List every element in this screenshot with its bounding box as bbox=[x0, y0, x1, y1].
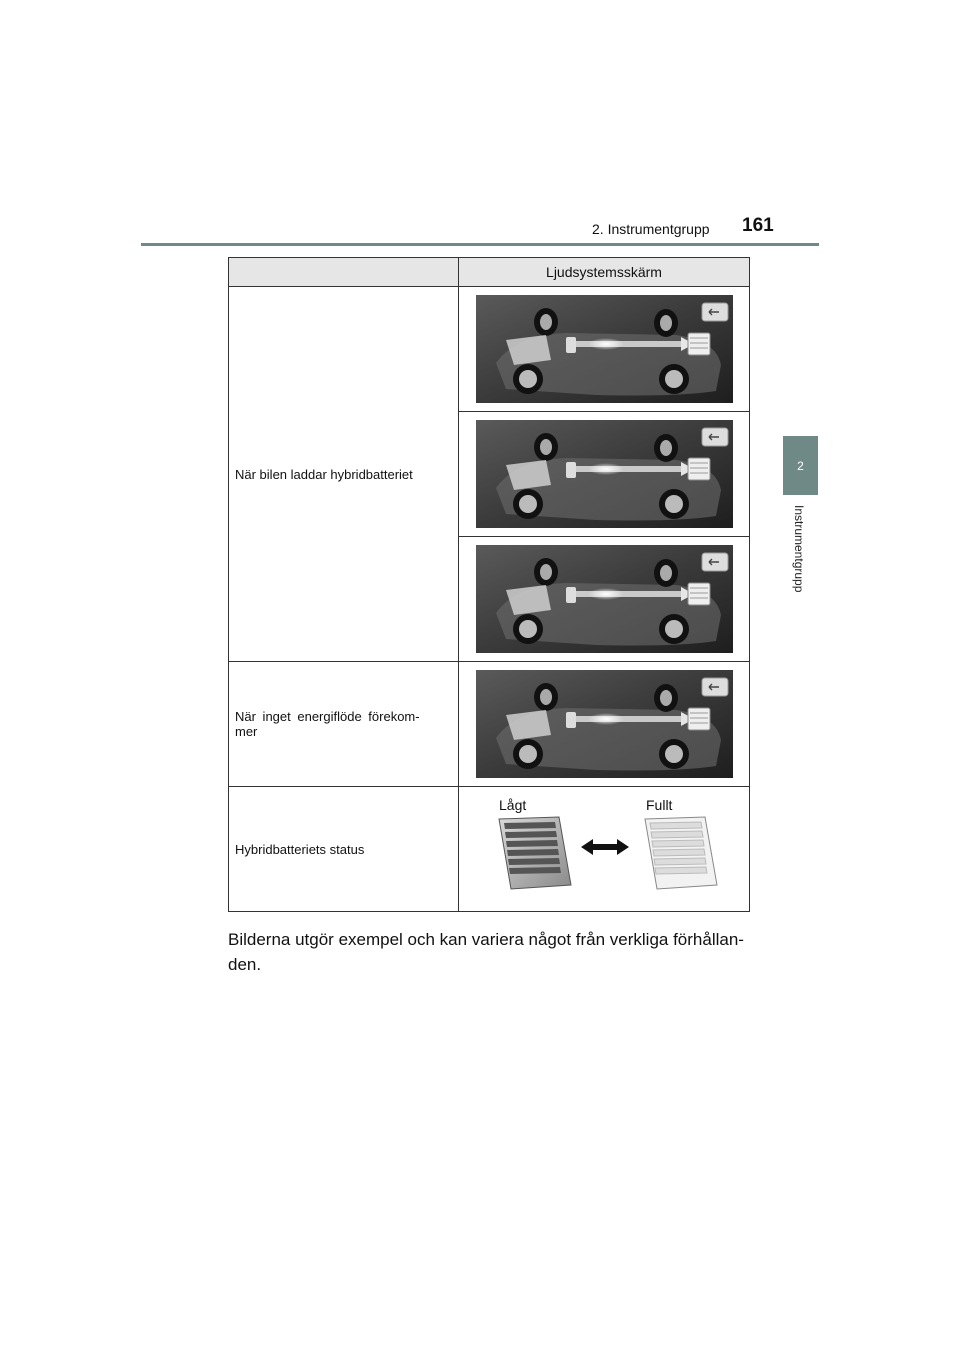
header-rule bbox=[141, 243, 819, 246]
battery-status-cell bbox=[459, 787, 750, 912]
no-flow-screen bbox=[476, 670, 733, 778]
caption-text: Bilderna utgör exempel och kan variera något från verkliga förhållan- den. bbox=[228, 930, 744, 974]
chapter-tab bbox=[783, 436, 818, 495]
column-header: Ljudsystemsskärm bbox=[459, 258, 750, 287]
battery-low-label: Lågt bbox=[499, 797, 527, 813]
screen-image-cell bbox=[459, 662, 750, 787]
header-empty-cell bbox=[229, 258, 459, 287]
energy-monitor-table bbox=[228, 257, 750, 912]
battery-full-label: Fullt bbox=[646, 797, 673, 813]
screen-image-cell bbox=[459, 412, 750, 537]
chapter-number: 2 bbox=[797, 458, 804, 473]
chapter-label: Instrumentgrupp bbox=[792, 505, 806, 593]
charging-screen-3 bbox=[476, 545, 733, 653]
screen-image-cell bbox=[459, 287, 750, 412]
row-label: Hybridbatteriets status bbox=[229, 787, 459, 912]
no-energy-flow-label: När inget energiflöde förekom- mer bbox=[235, 709, 420, 739]
battery-status-graphic bbox=[459, 787, 751, 911]
screen-image-cell bbox=[459, 537, 750, 662]
row-label: När bilen laddar hybridbatteriet bbox=[229, 287, 459, 662]
charging-screen-1 bbox=[476, 295, 733, 403]
image-disclaimer bbox=[228, 927, 750, 977]
table-row bbox=[229, 662, 750, 787]
row-label bbox=[229, 662, 459, 787]
table-row bbox=[229, 787, 750, 912]
page-number: 161 bbox=[742, 215, 774, 236]
battery-full-icon bbox=[645, 817, 717, 889]
section-title: 2. Instrumentgrupp bbox=[592, 221, 710, 237]
table-row bbox=[229, 287, 750, 412]
table-header-row bbox=[229, 258, 750, 287]
battery-low-icon bbox=[499, 817, 571, 889]
double-arrow-icon bbox=[581, 839, 629, 855]
charging-screen-2 bbox=[476, 420, 733, 528]
